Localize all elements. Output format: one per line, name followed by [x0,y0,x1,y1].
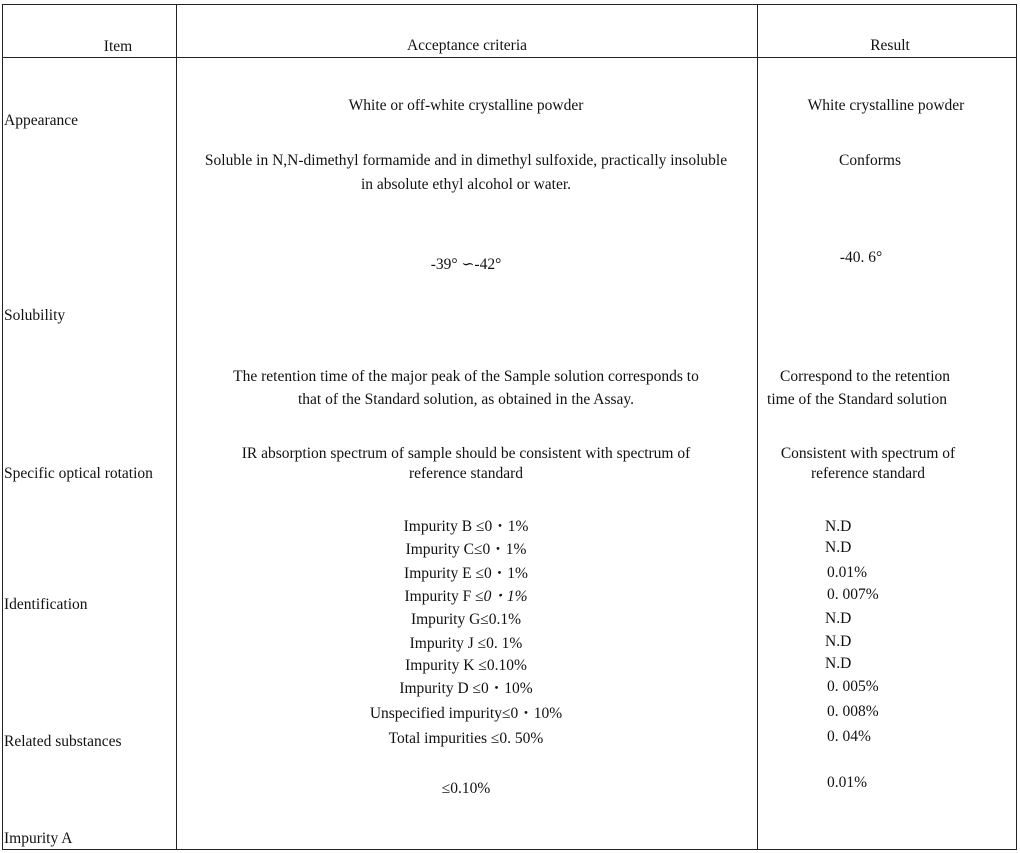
criteria-impurity-f-limit: 0・1% [483,588,528,605]
header-divider [2,57,1017,58]
result-impurity-k: N.D [825,655,852,672]
criteria-unspecified-impurity: Unspecified impurity≤0・10% [369,705,563,722]
criteria-ir-line-1: IR absorption spectrum of sample should be consistent with spectrum of [241,445,691,462]
criteria-impurity-f [404,588,527,606]
item-identification: Identification [4,596,88,613]
item-solubility: Solubility [4,307,66,324]
criteria-impurity-k: Impurity K ≤0.10% [405,657,527,674]
criteria-solubility-line-2: in absolute ethyl alcohol or water. [360,176,572,193]
result-impurity-d: 0. 005% [827,678,879,695]
criteria-impurity-d: Impurity D ≤0・10% [399,680,533,697]
item-specific-optical-rotation: Specific optical rotation [4,465,153,482]
result-impurity-f: 0. 007% [827,586,879,603]
result-unspecified-impurity: 0. 008% [827,703,879,720]
criteria-appearance: White or off-white crystalline powder [348,97,584,114]
criteria-ir-line-2: reference standard [408,465,524,482]
result-impurity-e: 0.01% [827,564,868,581]
column-divider-1 [176,4,177,850]
table-border-top [2,4,1017,5]
result-appearance: White crystalline powder [807,97,965,114]
result-total-impurities: 0. 04% [827,728,871,745]
item-related-substances: Related substances [4,733,122,750]
table-border-right [1016,4,1017,850]
criteria-optical-rotation: -39° ∽-42° [430,256,502,273]
header-result: Result [870,37,910,54]
result-solubility: Conforms [839,152,901,169]
criteria-solubility-line-1: Soluble in N,N-dimethyl formamide and in dimethyl sulfoxide, practically insoluble [204,152,728,169]
criteria-impurity-c: Impurity C≤0・1% [405,541,527,558]
criteria-impurity-j: Impurity J ≤0. 1% [409,635,523,652]
column-divider-2 [757,4,758,850]
result-impurity-a: 0.01% [827,774,868,791]
result-impurity-b: N.D [825,518,852,535]
result-retention-line-2: time of the Standard solution [767,391,947,408]
item-impurity-a: Impurity A [4,830,73,847]
criteria-impurity-e: Impurity E ≤0・1% [404,565,528,582]
result-impurity-c: N.D [825,539,852,556]
criteria-impurity-a: ≤0.10% [441,780,491,797]
table-border-left [2,4,3,850]
criteria-impurity-b: Impurity B ≤0・1% [403,518,529,535]
result-ir-line-1: Consistent with spectrum of [780,445,956,462]
criteria-total-impurities: Total impurities ≤0. 50% [388,730,544,747]
criteria-impurity-g: Impurity G≤0.1% [410,611,522,628]
criteria-impurity-f-label: Impurity F ≤ [404,588,484,605]
item-appearance: Appearance [4,112,79,129]
header-criteria: Acceptance criteria [406,37,528,54]
header-item: Item [103,38,133,55]
result-optical-rotation: -40. 6° [839,249,883,266]
criteria-retention-line-2: that of the Standard solution, as obtained in the Assay. [297,391,635,408]
result-retention-line-1: Correspond to the retention [779,368,951,385]
result-impurity-j: N.D [825,633,852,650]
criteria-retention-line-1: The retention time of the major peak of the Sample solution corresponds to [233,368,699,385]
result-ir-line-2: reference standard [810,465,926,482]
table-border-bottom [2,849,1017,850]
result-impurity-g: N.D [825,610,852,627]
